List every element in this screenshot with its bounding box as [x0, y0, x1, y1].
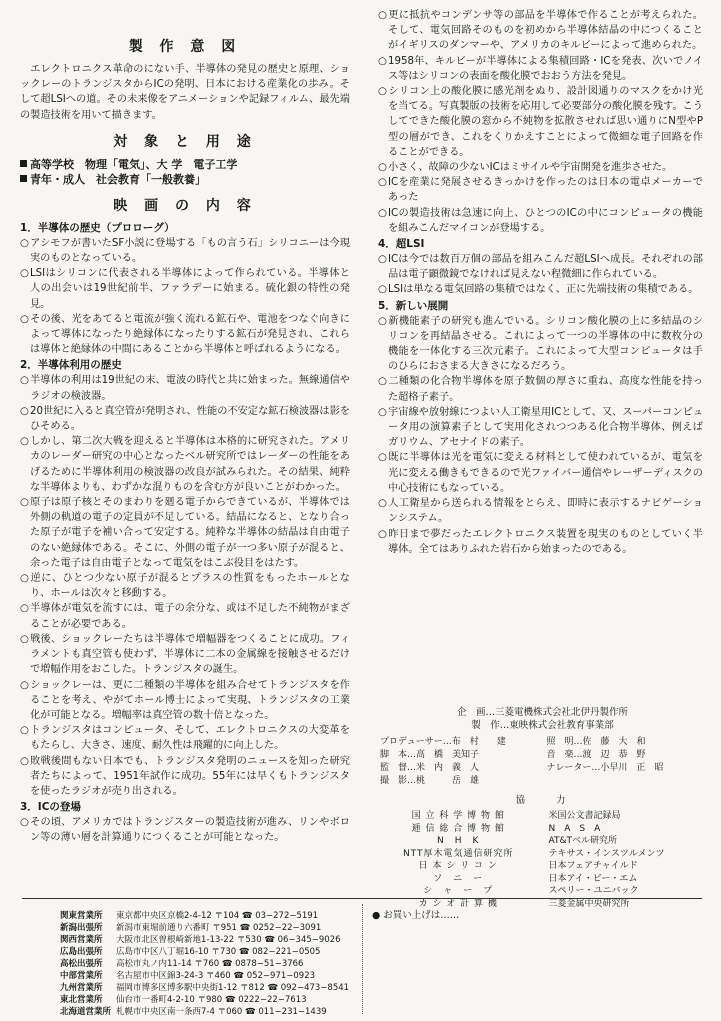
- list-item: ○ICを産業に発展させるきっかけを作ったのは日本の電卓メーカーであった: [378, 177, 703, 204]
- audience-line: 高等学校 物理「電気」、大 学 電子工学: [20, 157, 350, 172]
- office-list: [60, 910, 360, 1018]
- list-item: ○ショックレーは、更に二種類の半導体を組み合せてトランジスタを作ることを考え、やがてホール博士によって実現、トランジスタの工業化が可能となる。増幅率は真空管の数十倍となった。: [20, 679, 350, 721]
- office-entry: 新潟出張所 新潟市東堀前通り六番町 〒951 ☎ 0252−22−3091: [60, 923, 322, 933]
- credits: [380, 706, 705, 910]
- list-item: ○更に抵抗やコンデンサ等の部品を半導体で作ることが考えられた。そして、電気回路そのものを初めから半導体結晶の中につくることがイギリスのダンマーや、アメリカのキルビーによって進められた。: [378, 10, 703, 52]
- cooperation-entry: シ ャ ー プ: [423, 886, 494, 896]
- staff-list: [380, 736, 705, 788]
- circle-bullet-icon: ○: [20, 573, 29, 585]
- circle-bullet-icon: ○: [378, 315, 387, 327]
- office-entry: 関西営業所 大阪市北区曽根崎新地1-13-22 〒530 ☎ 06−345−9026: [60, 935, 341, 945]
- planning-credit: 企 画…三菱電機株式会社北伊丹製作所: [456, 707, 628, 718]
- circle-bullet-icon: ○: [378, 177, 387, 189]
- contents-heading: 映 画 の 内 容: [113, 197, 257, 214]
- circle-bullet-icon: ○: [378, 406, 387, 418]
- office-entry: 北海道営業所 札幌市中央区南一条西7-4 〒060 ☎ 011−231−1439: [60, 1007, 327, 1017]
- list-item: ○20世紀に入ると真空管が発明され、性能の不安定な鉱石検波器は影をひそめる。: [20, 405, 350, 433]
- staff-entry: 音 楽…渡 辺 恭 野: [546, 750, 646, 760]
- list-item: ○原子は原子核とそのまわりを廻る電子からできているが、半導体では外側の軌道の電子の定員が不足している。結晶になると、となり合った原子が電子を補い合って安定する。純粋な半導体の結晶は自由電子のない絶縁体である。そこに、外側の電子が一つ多い原子が混ると、余った電子は自由電子となって電気をはこぶ役目をはたす。: [20, 497, 350, 569]
- circle-bullet-icon: ○: [20, 725, 29, 737]
- cooperation-entry: テキサス・インスツルメンツ: [548, 848, 665, 859]
- circle-bullet-icon: ○: [378, 498, 387, 510]
- list-item: ○しかし、第二次大戦を迎えると半導体は本格的に研究された。アメリカのレーダー研究の中心となったベル研究所ではレーダーの性能をあげるために半導体利用の検波器の改良が試みられた。その結果、純粋な半導体よりも、わずかな混りものを含む方が良いことがわかった。: [20, 436, 350, 493]
- list-item: ○小さく、故障の少ないICはミサイルや宇宙開発を進歩させた。: [378, 160, 703, 175]
- circle-bullet-icon: ○: [20, 817, 29, 829]
- cooperation-entry: AT&Tベル研究所: [548, 836, 617, 846]
- list-item: ○二種類の化合物半導体を原子数個の厚さに重ね、高度な性能を持った超格子素子。: [378, 376, 703, 403]
- staff-entry: 照 明…佐 藤 大 和: [546, 737, 646, 747]
- list-item: ○人工衛星から送られる情報をとらえ、即時に表示するナビゲーションシステム。: [378, 498, 703, 525]
- circle-bullet-icon: ○: [20, 633, 29, 645]
- cooperation-entry: 国 立 科 学 博 物 館: [411, 811, 505, 821]
- circle-bullet-icon: ○: [378, 254, 387, 266]
- circle-bullet-icon: ○: [20, 497, 29, 509]
- office-entry: 東北営業所 仙台市一番町4-2-10 〒980 ☎ 0222−22−7613: [60, 995, 307, 1005]
- list-item: ○1958年、キルビーが半導体による集積回路・ICを発表、次いでノイス等はシリコンの表面を酸化膜でおおう方法を発見。: [378, 55, 703, 82]
- cooperation-list: [380, 810, 705, 910]
- list-item: ○アシモフが書いたSF小説に登場する「もの言う石」シリコニーは今現実のものとなっている。: [20, 237, 350, 265]
- cooperation-entry: カ シ オ 計 算 機: [418, 898, 498, 909]
- list-item: ○半導体の利用は19世紀の末、電波の時代と共に始まった。無線通信やラジオの検波器。: [20, 375, 350, 402]
- footer-vertical-divider: [362, 904, 363, 1014]
- cooperation-entry: 日本アイ・ビー・エム: [548, 873, 638, 884]
- staff-entry: 脚 本…高 橋 美知子: [380, 750, 480, 760]
- cooperation-heading: 協 力: [515, 795, 570, 806]
- cooperation-entry: 逓 信 総 合 博 物 館: [411, 823, 505, 834]
- circle-bullet-icon: ○: [20, 375, 29, 387]
- office-entry: 高松出張所 高松市丸ノ内11-14 〒760 ☎ 0878−51−3766: [60, 959, 304, 969]
- cooperation-entry: 米国公文書記録局: [548, 811, 621, 821]
- circle-bullet-icon: ○: [378, 86, 387, 98]
- list-item: ○LSIは単なる電気回路の集積ではなく、正に先端技術の集積である。: [378, 282, 703, 297]
- intent-heading: 製 作 意 図: [128, 39, 242, 55]
- audience-line: 青年・成人 社会教育「一般教養」: [20, 172, 350, 187]
- cooperation-entry: 日本フェアチャイルド: [548, 861, 638, 871]
- cooperation-entry: 日 本 シ リ コ ン: [418, 861, 498, 871]
- list-item: ○戦後、ショックレーたちは半導体で増幅器をつくることに成功。フィラメントも真空管も使わず、半導体に二本の金属線を接触させるだけで増幅作用をおこした。トランジスタの誕生。: [20, 633, 350, 676]
- right-column: [378, 8, 703, 557]
- circle-bullet-icon: ○: [20, 755, 29, 767]
- office-entry: 関東営業所 東京都中央区京橋2-4-12 〒104 ☎ 03−272−5191: [60, 911, 319, 921]
- circle-bullet-icon: ○: [378, 376, 387, 388]
- cooperation-entry: スペリー・ユニバック: [548, 886, 639, 896]
- section-title: 3．ICの登場: [20, 801, 81, 814]
- office-entry: 九州営業所 福岡市博多区博多駅中央街1-12 〒812 ☎ 092−473−8541: [60, 983, 350, 993]
- cooperation-entry: ソ ニ ー: [433, 873, 484, 884]
- list-item: ○ICの製造技術は急速に向上、ひとつのICの中にコンピュータの機能を組みこんだマイコンが登場する。: [378, 207, 703, 234]
- production-credit: 製 作…東映株式会社教育事業部: [471, 720, 614, 731]
- list-item: ○半導体が電気を流すには、電子の余分な、或は不足した不純物がまざることが必要である。: [20, 603, 350, 630]
- cooperation-entry: N A S A: [548, 823, 601, 834]
- list-item: ○トランジスタはコンピュータ、そして、エレクトロニクスの大変革をもたらし、大きさ、速度、耐久性は飛躍的に向上した。: [20, 725, 350, 752]
- list-item: ○その頃、アメリカではトランジスターの製造技術が進み、リンやボロン等の薄い層を計算通りにつくることが可能となった。: [20, 817, 350, 844]
- cooperation-entry: 三菱金属中央研究所: [548, 898, 630, 909]
- footer-divider: [22, 898, 702, 899]
- circle-bullet-icon: ○: [378, 452, 387, 464]
- circle-bullet-icon: ○: [378, 55, 387, 67]
- section-title: 1．半導体の歴史（プロローグ）: [20, 221, 175, 234]
- purchase-note: ● お買い上げは……: [372, 910, 460, 921]
- list-item: ○新機能素子の研究も進んでいる。シリコン酸化膜の上に多結晶のシリコンを再結晶させる。これによって一つの半導体の中に数枚分の機能を一体化する三次元素子。これによって大型コンピュータは手のひらにおさまる大きさになるだろう。: [378, 315, 703, 373]
- list-item: ○既に半導体は光を電気に変える材料として使われているが、電気を光に変える働きもできるので光ファイバー通信やレーザーディスクの中心技術にもなっている。: [378, 452, 703, 494]
- square-bullet-icon: [20, 160, 27, 167]
- circle-bullet-icon: ○: [20, 436, 29, 448]
- staff-entry: ナレーター…小早川 正 昭: [546, 763, 664, 773]
- intent-text: エレクトロニクス革命のにない手、半導体の発見の歴史と原理、ショックレーのトランジスタからICの発明、日本における産業化の歩み。そして超LSIへの道。その未来像をアニメーションや記録フィルム、最先端の製造技術を用いて描きます。: [20, 64, 350, 121]
- list-item: ○LSIはシリコンに代表される半導体によって作られている。半導体と人の出会いは19世紀前半、ファラデーに始まる。硫化銀の特性の発見。: [20, 268, 350, 310]
- office-entry: 広島出張所 広島市中区八丁堀16-10 〒730 ☎ 082−221−0505: [60, 947, 321, 957]
- circle-bullet-icon: ○: [20, 237, 29, 249]
- section-title: 5．新しい展開: [378, 299, 449, 312]
- circle-bullet-icon: ○: [378, 10, 387, 21]
- circle-bullet-icon: ○: [378, 162, 387, 174]
- cooperation-entry: N H K: [437, 836, 480, 846]
- circle-bullet-icon: ○: [378, 284, 387, 296]
- staff-entry: 撮 影…桃 岳 雄: [380, 776, 480, 786]
- circle-bullet-icon: ○: [378, 528, 387, 540]
- staff-entry: [547, 775, 706, 788]
- circle-bullet-icon: ○: [20, 268, 29, 280]
- list-item: ○敗戦後間もない日本でも、トランジスタ発明のニュースを知った研究者たちによって、1951年試作に成功。55年には早くもトランジスタを使ったラジオが売り出される。: [20, 755, 350, 797]
- list-item: ○昨日まで夢だったエレクトロニクス装置を現実のものとしていく半導体。全てはありふれた岩石から始まったのである。: [378, 528, 703, 555]
- circle-bullet-icon: ○: [378, 207, 387, 219]
- left-column: [20, 30, 350, 846]
- office-entry: 中部営業所 名古屋市中区錦3-24-3 〒460 ☎ 052−971−0923: [60, 971, 316, 981]
- audience-heading: 対 象 と 用 途: [113, 133, 257, 150]
- circle-bullet-icon: ○: [20, 405, 29, 417]
- list-item: ○シリコン上の酸化膜に感光剤をぬり、設計図通りのマスクをかけ光を当てる。写真製版の技術を応用して必要部分の酸化膜を残す。こうしてできた酸化膜の窓から不純物を拡散させれば思い通りにN型やP型の層ができ、これをくりかえすことによって微細な電子回路を作ることができる。: [378, 86, 703, 158]
- staff-entry: 監 督…米 内 義 人: [380, 763, 480, 773]
- list-item: ○ICは今では数百万個の部品を組みこんだ超LSIへ成長。それぞれの部品は電子顕微鏡でなければ見えない程微細に作られている。: [378, 254, 703, 281]
- square-bullet-icon: [20, 175, 27, 182]
- circle-bullet-icon: ○: [20, 679, 29, 691]
- list-item: ○逆に、ひとつ少ない原子が混るとプラスの性質をもったホールとなり、ホールは次々と移動する。: [20, 573, 350, 600]
- circle-bullet-icon: ○: [20, 313, 29, 325]
- cooperation-entry: NTT厚木電気通信研究所: [402, 848, 514, 859]
- section-title: 4．超LSI: [378, 238, 425, 251]
- section-title: 2．半導体利用の歴史: [20, 359, 122, 372]
- staff-entry: プロデューサー…布 村 建: [380, 737, 506, 747]
- list-item: ○その後、光をあてると電流が強く流れる鉱石や、電池をつなぐ向きによって導体になったり絶縁体になったりする鉱石が発見され、これらは導体と絶縁体の中間にあることから半導体と呼ばれるようになる。: [20, 313, 350, 356]
- list-item: ○宇宙線や放射線につよい人工衛星用ICとして、又、スーパーコンピュータ用の演算素子として実用化されつつある化合物半導体、例えばガリウム、アセナイドの素子。: [378, 406, 703, 449]
- circle-bullet-icon: ○: [20, 603, 29, 615]
